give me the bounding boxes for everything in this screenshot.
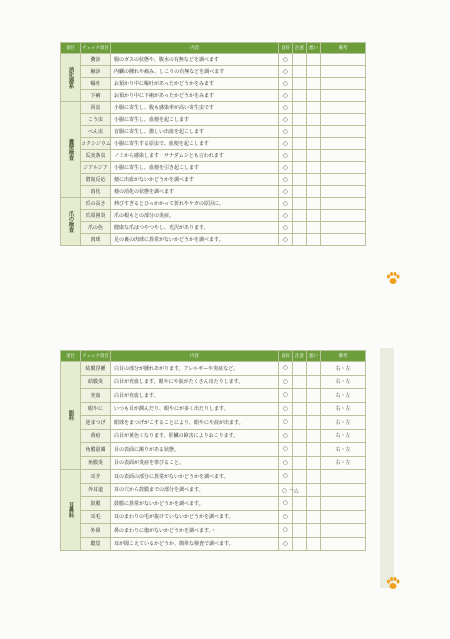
note-cell — [321, 78, 366, 90]
header-item: チェック項目 — [81, 43, 111, 54]
header-content: 内容 — [111, 43, 279, 54]
bad-cell — [307, 78, 321, 90]
mark-cell: ○ — [279, 198, 293, 210]
note-cell — [321, 524, 366, 538]
attention-cell — [293, 186, 307, 198]
header-category: 項目 — [61, 351, 81, 362]
mark-cell: ○ — [279, 456, 293, 470]
table-row — [61, 198, 366, 210]
note-cell — [321, 150, 366, 162]
attention-cell — [293, 389, 307, 403]
table-row — [61, 78, 366, 90]
attention-cell — [293, 78, 307, 90]
table-header-row — [61, 43, 366, 54]
table-row — [61, 470, 366, 484]
table-row — [61, 234, 366, 246]
mark-cell: ○ — [279, 78, 293, 90]
mark-cell: ○ 〜△ — [279, 483, 293, 497]
note-cell — [321, 222, 366, 234]
table-row — [61, 138, 366, 150]
item-cell: 結膜炎 — [81, 375, 111, 389]
bad-cell — [307, 362, 321, 376]
bad-cell — [307, 138, 321, 150]
mark-cell: ○ — [279, 126, 293, 138]
note-cell — [321, 114, 366, 126]
content-cell: 小腸に寄生し、腹も感染率が高い寄生虫です — [111, 102, 279, 114]
bad-cell — [307, 162, 321, 174]
content-cell: 足の裏の肉球に異常がないかどうかを調べます。 — [111, 234, 279, 246]
bad-cell — [307, 497, 321, 511]
mark-cell: ○ — [279, 537, 293, 551]
attention-cell — [293, 470, 307, 484]
content-cell: 目の表面が炎症を帯びること。 — [111, 456, 279, 470]
note-cell: 右・左 — [321, 416, 366, 430]
content-cell: 白目が充血します。 — [111, 389, 279, 403]
item-cell: 瓜実条虫 — [81, 150, 111, 162]
attention-cell — [293, 114, 307, 126]
note-cell: 右・左 — [321, 456, 366, 470]
table-row — [61, 150, 366, 162]
checkup-table-1 — [60, 42, 366, 246]
category-cell: 眼科 — [61, 362, 81, 470]
bad-cell — [307, 222, 321, 234]
mark-cell: ○ — [279, 222, 293, 234]
attention-cell — [293, 537, 307, 551]
attention-cell — [293, 362, 307, 376]
table-row — [61, 186, 366, 198]
table-header-row — [61, 351, 366, 362]
mark-cell: ○ — [279, 102, 293, 114]
content-cell: 眼球をまつげがこすることにより、眼やにや涙が出ます。 — [111, 416, 279, 430]
item-cell: 消化 — [81, 186, 111, 198]
attention-cell — [293, 456, 307, 470]
mark-cell: ○ — [279, 497, 293, 511]
mark-cell: ○ — [279, 186, 293, 198]
bad-cell — [307, 537, 321, 551]
mark-cell: ○ — [279, 375, 293, 389]
content-cell: 鼓膜に異常がないかどうかを調べます。 — [111, 497, 279, 511]
header-bad: 悪い — [307, 351, 321, 362]
content-cell: 小腸に寄生し、血便を起こします — [111, 114, 279, 126]
bad-cell — [307, 54, 321, 66]
bad-cell — [307, 389, 321, 403]
item-cell: こう虫 — [81, 114, 111, 126]
item-cell: 外耳道 — [81, 483, 111, 497]
note-cell — [321, 174, 366, 186]
attention-cell — [293, 234, 307, 246]
item-cell: 結膜浮腫 — [81, 362, 111, 376]
note-cell — [321, 186, 366, 198]
mark-cell: ○ — [279, 510, 293, 524]
header-attention: 注意 — [293, 351, 307, 362]
mark-cell: ○ — [279, 429, 293, 443]
content-cell: お預かり中に下痢があったかどうかをみます — [111, 90, 279, 102]
note-cell — [321, 497, 366, 511]
content-cell: 耳のまわりの毛が抜けていないかどうかを調べます。 — [111, 510, 279, 524]
item-cell: 角膜混濁 — [81, 443, 111, 457]
bad-cell — [307, 375, 321, 389]
attention-cell — [293, 162, 307, 174]
bad-cell — [307, 456, 321, 470]
bad-cell — [307, 198, 321, 210]
item-cell: 黄疸 — [81, 429, 111, 443]
content-cell: 爪の根もとの部分の炎症。 — [111, 210, 279, 222]
table-row — [61, 162, 366, 174]
item-cell: 爪の長さ — [81, 198, 111, 210]
content-cell: 便の消化の状態を調べます — [111, 186, 279, 198]
attention-cell — [293, 66, 307, 78]
item-cell: 耳介 — [81, 470, 111, 484]
note-cell: 右・左 — [321, 389, 366, 403]
attention-cell — [293, 150, 307, 162]
content-cell: 腸のガスの状態や、腹水の有無などを調べます — [111, 54, 279, 66]
item-cell: 嘔吐 — [81, 78, 111, 90]
table-row — [61, 524, 366, 538]
content-cell: 伸びすぎるとひっかかって折れやケガの原因に。 — [111, 198, 279, 210]
table-row — [61, 222, 366, 234]
attention-cell — [293, 174, 307, 186]
bad-cell — [307, 483, 321, 497]
attention-cell — [293, 90, 307, 102]
bad-cell — [307, 66, 321, 78]
content-cell: 便に出血がないかどうかを調べます — [111, 174, 279, 186]
header-content: 内容 — [111, 351, 279, 362]
item-cell: 肉球 — [81, 234, 111, 246]
mark-cell: ○ — [279, 416, 293, 430]
content-cell: ノミから感染します サナダムシとも言われます — [111, 150, 279, 162]
item-cell: 耳毛 — [81, 510, 111, 524]
mark-cell: ○ — [279, 210, 293, 222]
attention-cell — [293, 497, 307, 511]
bad-cell — [307, 114, 321, 126]
header-attention: 注意 — [293, 43, 307, 54]
table-row — [61, 416, 366, 430]
note-cell — [321, 66, 366, 78]
attention-cell — [293, 54, 307, 66]
table-row — [61, 114, 366, 126]
note-cell — [321, 537, 366, 551]
header-note: 備考 — [321, 43, 366, 54]
item-cell: ジアルジア — [81, 162, 111, 174]
table-row — [61, 497, 366, 511]
content-cell: 目の表面に濁りがある状態。 — [111, 443, 279, 457]
item-cell: 充血 — [81, 389, 111, 403]
item-cell: 糞診 — [81, 54, 111, 66]
content-cell: いつも目が潤んだり、眼やにが多く出たりします。 — [111, 402, 279, 416]
bad-cell — [307, 510, 321, 524]
category-cell: 耳鼻科 — [61, 470, 81, 551]
attention-cell — [293, 198, 307, 210]
note-cell: 右・左 — [321, 443, 366, 457]
header-good: 良好 — [279, 43, 293, 54]
mark-cell: ○ — [279, 174, 293, 186]
item-cell: べん虫 — [81, 126, 111, 138]
note-cell — [321, 234, 366, 246]
mark-cell: ○ — [279, 150, 293, 162]
item-cell: 回虫 — [81, 102, 111, 114]
content-cell: お預かり中に嘔吐があったかどうかをみます — [111, 78, 279, 90]
content-cell: 健康な爪はつやつやし、光沢があります。 — [111, 222, 279, 234]
note-cell — [321, 510, 366, 524]
item-cell: 逆まつげ — [81, 416, 111, 430]
table-row — [61, 90, 366, 102]
note-cell — [321, 90, 366, 102]
table-row — [61, 102, 366, 114]
content-cell: 小腸に寄生し、血便を引き起こします — [111, 162, 279, 174]
mark-cell: ○ — [279, 402, 293, 416]
item-cell: 下痢 — [81, 90, 111, 102]
content-cell: 盲腸に寄生し、激しい出血を起こします — [111, 126, 279, 138]
table-row — [61, 443, 366, 457]
attention-cell — [293, 524, 307, 538]
content-cell: 小腸に寄生する原虫で、血便を起こします — [111, 138, 279, 150]
table-row — [61, 510, 366, 524]
attention-cell — [293, 416, 307, 430]
note-cell — [321, 102, 366, 114]
mark-cell: ○ — [279, 54, 293, 66]
checkup-table-2 — [60, 350, 366, 551]
item-cell: 眼やに — [81, 402, 111, 416]
paw-print-icon — [386, 577, 400, 590]
category-cell: 爪の検査 — [61, 198, 81, 246]
bad-cell — [307, 429, 321, 443]
attention-cell — [293, 222, 307, 234]
note-cell — [321, 483, 366, 497]
attention-cell — [293, 102, 307, 114]
note-cell — [321, 54, 366, 66]
attention-cell — [293, 443, 307, 457]
attention-cell — [293, 138, 307, 150]
attention-cell — [293, 126, 307, 138]
side-index-tab — [380, 348, 394, 588]
mark-cell: ○ — [279, 66, 293, 78]
table-row — [61, 456, 366, 470]
note-cell: 右・左 — [321, 362, 366, 376]
item-cell: 聴覚 — [81, 537, 111, 551]
header-note: 備考 — [321, 351, 366, 362]
table-row — [61, 429, 366, 443]
mark-cell: ○ — [279, 114, 293, 126]
bad-cell — [307, 443, 321, 457]
note-cell — [321, 198, 366, 210]
mark-cell: ○ — [279, 162, 293, 174]
content-cell: 白目が黄色くなります。肝臓の障害によりおこります。 — [111, 429, 279, 443]
bad-cell — [307, 102, 321, 114]
attention-cell — [293, 429, 307, 443]
bad-cell — [307, 416, 321, 430]
mark-cell: ○ — [279, 443, 293, 457]
note-cell: 右・左 — [321, 429, 366, 443]
item-cell: 爪の色 — [81, 222, 111, 234]
table-row — [61, 375, 366, 389]
bad-cell — [307, 126, 321, 138]
attention-cell — [293, 375, 307, 389]
note-cell: 右・左 — [321, 375, 366, 389]
content-cell: 白目が充血します。眼やにや涙がたくさん出たりします。 — [111, 375, 279, 389]
bad-cell — [307, 402, 321, 416]
item-cell: 潜血反応 — [81, 174, 111, 186]
bad-cell — [307, 234, 321, 246]
table-row — [61, 402, 366, 416]
bad-cell — [307, 186, 321, 198]
attention-cell — [293, 402, 307, 416]
content-cell: 白目の部分が腫れあがります。アレルギーや炎症など。 — [111, 362, 279, 376]
item-cell: 触診 — [81, 66, 111, 78]
content-cell: 耳の穴から鼓膜までの部分を調べます。 — [111, 483, 279, 497]
attention-cell — [293, 510, 307, 524]
attention-cell — [293, 210, 307, 222]
content-cell: 鼻のまわりに傷がないかどうかを調べます。・ — [111, 524, 279, 538]
mark-cell: ○ — [279, 90, 293, 102]
item-cell: 外鼻 — [81, 524, 111, 538]
table-row — [61, 483, 366, 497]
note-cell — [321, 126, 366, 138]
header-bad: 悪い — [307, 43, 321, 54]
bad-cell — [307, 210, 321, 222]
bad-cell — [307, 174, 321, 186]
table-row — [61, 126, 366, 138]
item-cell: 鼓膜 — [81, 497, 111, 511]
mark-cell: ○ — [279, 138, 293, 150]
content-cell: 耳の表面の部分に異常がないかどうかを調べます。 — [111, 470, 279, 484]
mark-cell: ○ — [279, 234, 293, 246]
category-cell: 消化器系 — [61, 54, 81, 102]
header-item: チェック項目 — [81, 351, 111, 362]
content-cell: 耳が聞こえているかどうか、簡単な検査で調べます。 — [111, 537, 279, 551]
item-cell: 角膜炎 — [81, 456, 111, 470]
bad-cell — [307, 90, 321, 102]
note-cell — [321, 138, 366, 150]
table-row — [61, 210, 366, 222]
paw-print-icon — [386, 272, 400, 285]
bad-cell — [307, 470, 321, 484]
content-cell: 内臓の腫れや痛み、しこりの有無などを調べます — [111, 66, 279, 78]
table-row — [61, 66, 366, 78]
bad-cell — [307, 524, 321, 538]
table-row — [61, 174, 366, 186]
note-cell — [321, 470, 366, 484]
table-row — [61, 389, 366, 403]
category-cell: 糞便検査 — [61, 102, 81, 198]
mark-cell: ○ — [279, 362, 293, 376]
table-row — [61, 54, 366, 66]
table-row — [61, 362, 366, 376]
mark-cell: ○ — [279, 389, 293, 403]
item-cell: コクシジウム — [81, 138, 111, 150]
note-cell — [321, 210, 366, 222]
bad-cell — [307, 150, 321, 162]
header-good: 良好 — [279, 351, 293, 362]
header-category: 項目 — [61, 43, 81, 54]
table-row — [61, 537, 366, 551]
mark-cell: ○ — [279, 470, 293, 484]
note-cell: 右・左 — [321, 402, 366, 416]
item-cell: 爪周囲炎 — [81, 210, 111, 222]
note-cell — [321, 162, 366, 174]
mark-cell: ○ — [279, 524, 293, 538]
